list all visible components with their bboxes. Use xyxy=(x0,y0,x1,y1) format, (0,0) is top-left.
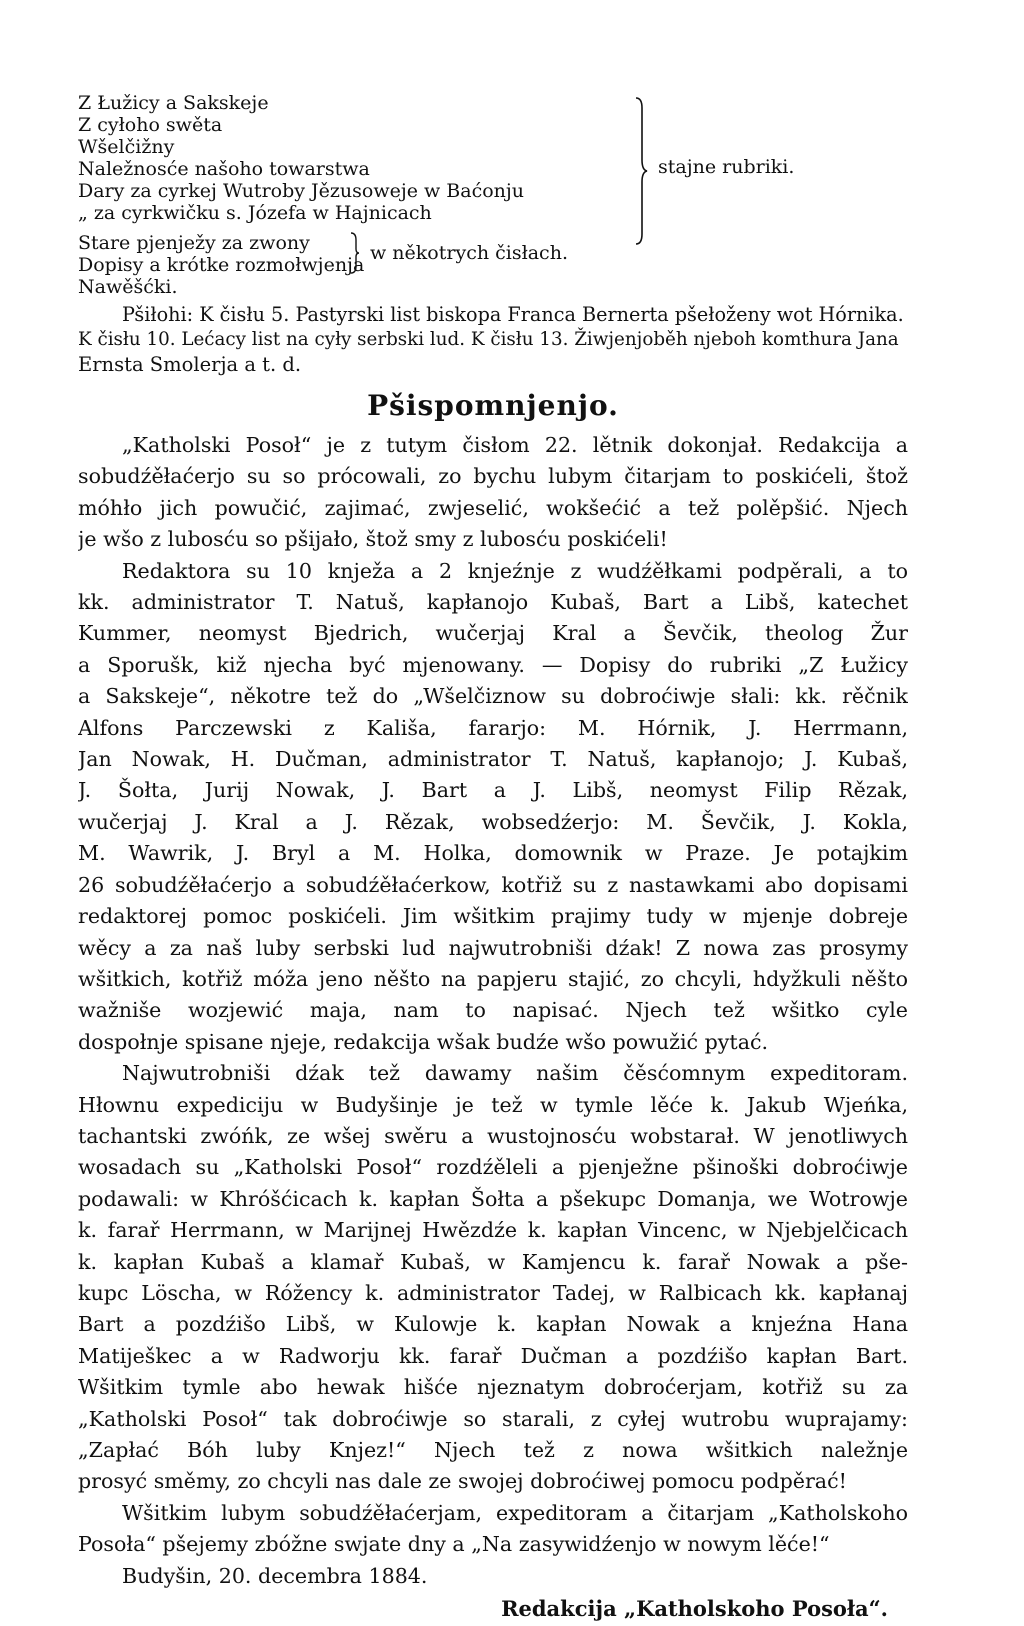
text-line: Hłownu expediciju w Budyšinje je tež w tymle lěće k. Jakub Wjeńka, xyxy=(78,1092,908,1117)
text-line: kupc Löscha, w Róžency k. administrator Tadej, w Ralbicach kk. kapłanaj xyxy=(78,1280,908,1305)
text-line: wosadach su „Katholski Posoł“ rozdźěleli a pjenježne pšinoški dobroćiwje xyxy=(78,1155,908,1180)
text-line: prosyć směmy, zo chcyli nas dale ze swojej dobroćiwej pomocu podpěrać! xyxy=(78,1469,847,1494)
text-line: Matiješkec a w Radworju kk. farař Dučman a pozdźišo kapłan Bart. xyxy=(78,1343,908,1368)
text-line: „Katholski Posoł“ tak dobroćiwje so starali, z cyłej wutrobu wuprajamy: xyxy=(78,1406,908,1431)
toc-line: „ za cyrkwičku s. Józefa w Hajnicach xyxy=(78,202,432,224)
toc-line: Wšelčižny xyxy=(78,136,175,158)
table-of-contents xyxy=(78,92,908,332)
text-line: „Katholski Posoł“ je z tutym čisłom 22. lětnik dokonjał. Redakcija a xyxy=(122,433,908,457)
brace-nekotrych xyxy=(350,232,360,274)
brace-label-stajne: stajne rubriki. xyxy=(658,156,795,178)
text-line: je wšo z lubosću so pšijało, štož smy z lubosću poskićeli! xyxy=(78,527,668,552)
text-line: dospołnje spisane njeje, redakcija wšak budźe wšo powužić pytać. xyxy=(78,1029,769,1054)
toc-line: Nawěšćki. xyxy=(78,276,178,298)
text-line: J. Šołta, Jurij Nowak, J. Bart a J. Libš, neomyst Filip Rězak, xyxy=(78,778,908,803)
text-line: wšitkich, kotřiž móža jeno něšto na papjeru stajić, zo chcyli, hdyžkuli něšto xyxy=(78,966,908,991)
text-line: k. farař Herrmann, w Marijnej Hwězdźe k. kapłan Vincenc, w Njebjelčicach xyxy=(78,1218,908,1243)
paragraph-2 xyxy=(78,556,908,1059)
article-heading: Pšispomnjenjo. xyxy=(367,389,619,422)
text-line: wučerjaj J. Kral a J. Rězak, wobsedźerjo: M. Ševčik, J. Kokla, xyxy=(78,809,908,834)
text-line: 26 sobudźěłaćerjo a sobudźěłaćerkow, kotřiž su z nastawkami abo dopisami xyxy=(78,872,908,897)
text-line: sobudźěłaćerjo su so prócowali, zo bychu lubym čitarjam to poskićeli, štož xyxy=(78,464,908,489)
text-line: Wšitkim lubym sobudźěłaćerjam, expeditoram a čitarjam „Katholskoho xyxy=(122,1500,908,1525)
text-line: Wšitkim tymle abo hewak hišće njeznatym dobroćerjam, kotřiž su za xyxy=(78,1375,908,1400)
brace-label-nekotrych: w někotrych čisłach. xyxy=(370,242,568,264)
text-line: móhło jich powučić, zajimać, zwjeselić, wokšećić a tež polěpšić. Njech xyxy=(78,495,908,520)
text-line: Jan Nowak, H. Dučman, administrator T. Natuš, kapłanojo; J. Kubaš, xyxy=(78,747,908,772)
supplement-line: K čisłu 10. Lećacy list na cyły serbski lud. K čisłu 13. Žiwjenjoběh njeboh komthura Jana xyxy=(78,329,899,350)
toc-line: Z Łužicy a Sakskeje xyxy=(78,92,269,114)
text-line: Bart a pozdźišo Libš, w Kulowje k. kapłan Nowak a knjeźna Hana xyxy=(78,1312,908,1337)
text-line: Alfons Parczewski z Kališa, fararjo: M. Hórnik, J. Herrmann, xyxy=(78,715,908,740)
text-line: Posoła“ pšejemy zbóžne swjate dny a „Na zasywidźenjo w nowym lěće!“ xyxy=(78,1532,830,1557)
toc-line: Dopisy a krótke rozmołwjenja xyxy=(78,254,365,276)
text-line: M. Wawrik, J. Bryl a M. Holka, domownik w Praze. Je potajkim xyxy=(78,841,908,866)
text-line: a Sporušk, kiž njecha być mjenowany. — Dopisy do rubriki „Z Łužicy xyxy=(78,652,908,677)
text-line: Najwutrobniši dźak tež dawamy našim čěsćomnym expeditoram. xyxy=(122,1061,908,1086)
text-line: wažniše wozjewić maja, nam to napisać. Njech tež wšitko cyle xyxy=(78,998,908,1023)
text-line: kk. administrator T. Natuš, kapłanojo Kubaš, Bart a Libš, katechet xyxy=(78,590,908,615)
text-line: podawali: w Khróšćicach k. kapłan Šołta a pšekupc Domanja, we Wotrowje xyxy=(78,1186,908,1211)
toc-line: Stare pjenježy za zwony xyxy=(78,232,310,254)
toc-line: Z cyłoho swěta xyxy=(78,114,223,136)
supplement-line: Ernsta Smolerja a t. d. xyxy=(78,353,302,376)
toc-line: Naležnosće našoho towarstwa xyxy=(78,158,370,180)
text-line: a Sakskeje“, někotre tež do „Wšelčiznow su dobroćiwje słali: kk. rěčnik xyxy=(78,684,908,709)
paragraph-1 xyxy=(78,430,908,556)
dateline: Budyšin, 20. decembra 1884. xyxy=(122,1563,428,1588)
text-line: Redaktora su 10 knježa a 2 knjeźnje z wudźěłkami podpěrali, a to xyxy=(122,558,908,583)
signature: Redakcija „Katholskoho Posoła“. xyxy=(501,1595,888,1621)
brace-stajne xyxy=(634,96,648,246)
supplement-line: Pšiłohi: K čisłu 5. Pastyrski list biskopa Franca Bernerta pšełoženy wot Hórnika. xyxy=(122,303,904,326)
text-line: „Zapłać Bóh luby Knjez!“ Njech tež z nowa wšitkich naležnje xyxy=(78,1438,908,1462)
text-line: k. kapłan Kubaš a klamař Kubaš, w Kamjencu k. farař Nowak a pše- xyxy=(78,1249,908,1274)
page-content xyxy=(78,92,908,1626)
text-line: wěcy a za naš luby serbski lud najwutrobniši dźak! Z nowa zas prosymy xyxy=(78,935,908,960)
text-line: redaktorej pomoc poskićeli. Jim wšitkim prajimy tudy w mjenje dobreje xyxy=(78,904,908,929)
paragraph-4 xyxy=(78,1498,908,1561)
text-line: tachantski zwóńk, ze wšej swěru a wustojnosću wobstarał. W jenotliwych xyxy=(78,1123,908,1148)
toc-line: Dary za cyrkej Wutroby Jězusoweje w Baćonju xyxy=(78,180,525,202)
text-line: Kummer, neomyst Bjedrich, wučerjaj Kral a Ševčik, theolog Žur xyxy=(78,621,908,646)
paragraph-3 xyxy=(78,1058,908,1498)
